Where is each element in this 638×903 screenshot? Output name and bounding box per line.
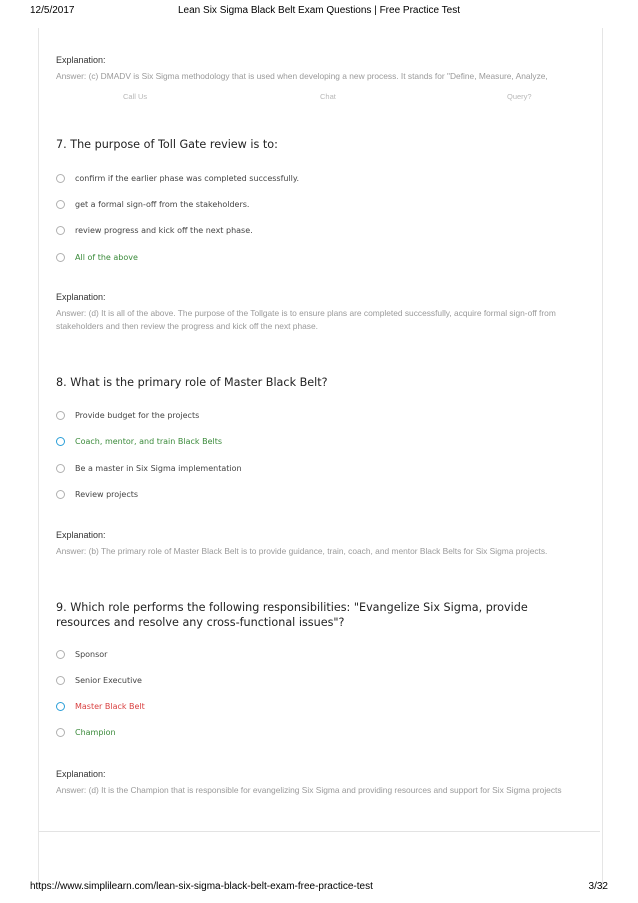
option-c[interactable]: [56, 699, 145, 713]
option-d[interactable]: [56, 725, 116, 739]
explanation-label: Explanation:: [56, 55, 106, 65]
radio-button-selected[interactable]: [56, 437, 65, 446]
call-us-link[interactable]: Call Us: [123, 92, 148, 101]
question-card-8: [39, 354, 600, 581]
option-label: Senior Executive: [75, 675, 142, 685]
option-label: get a formal sign-off from the stakeholders.: [75, 199, 250, 209]
radio-button[interactable]: [56, 676, 65, 685]
radio-button[interactable]: [56, 490, 65, 499]
option-label: Be a master in Six Sigma implementation: [75, 463, 242, 473]
explanation-label: Explanation:: [56, 769, 106, 779]
print-date: 12/5/2017: [30, 5, 75, 16]
radio-button[interactable]: [56, 650, 65, 659]
option-label: Coach, mentor, and train Black Belts: [75, 436, 223, 446]
question-text: 9. Which role performs the following responsibilities: "Evangelize Six Sigma, provide resources and resolve any cross-functional issues"?: [56, 601, 528, 629]
explanation-text: Answer: (b) The primary role of Master Black Belt is to provide guidance, train, coach, and mentor Black Belts for Six Sigma projects.: [56, 546, 548, 556]
page-number: 3/32: [588, 881, 608, 892]
question-text: 7. The purpose of Toll Gate review is to:: [56, 138, 278, 151]
option-label: Champion: [75, 727, 116, 737]
option-a[interactable]: [56, 408, 199, 422]
option-label: Provide budget for the projects: [75, 410, 200, 420]
chat-link[interactable]: Chat: [320, 92, 336, 101]
explanation-text: Answer: (d) It is the Champion that is responsible for evangelizing Six Sigma and providing resources and support for Six Sigma projects: [56, 785, 562, 795]
explanation-label: Explanation:: [56, 292, 106, 302]
option-label: review progress and kick off the next phase.: [75, 225, 253, 235]
option-label: Master Black Belt: [75, 701, 145, 711]
option-b[interactable]: [56, 434, 222, 448]
option-label: All of the above: [75, 252, 138, 262]
option-c[interactable]: [56, 223, 253, 237]
option-a[interactable]: [56, 647, 107, 661]
previous-question-card: [39, 28, 600, 117]
question-card-9: [39, 580, 600, 832]
radio-button[interactable]: [56, 464, 65, 473]
radio-button[interactable]: [56, 253, 65, 262]
question-text: 8. What is the primary role of Master Black Belt?: [56, 376, 328, 389]
option-c[interactable]: [56, 461, 242, 475]
option-d[interactable]: [56, 250, 138, 264]
radio-button[interactable]: [56, 226, 65, 235]
option-a[interactable]: [56, 171, 299, 185]
option-d[interactable]: [56, 487, 138, 501]
question-card-7: [39, 116, 600, 355]
query-link[interactable]: Query?: [507, 92, 532, 101]
print-header: [0, 5, 638, 19]
print-title: Lean Six Sigma Black Belt Exam Questions | Free Practice Test: [178, 5, 460, 16]
radio-button-selected[interactable]: [56, 702, 65, 711]
option-b[interactable]: [56, 197, 249, 211]
radio-button[interactable]: [56, 728, 65, 737]
print-footer: [0, 881, 638, 895]
option-b[interactable]: [56, 673, 142, 687]
radio-button[interactable]: [56, 411, 65, 420]
explanation-text: Answer: (c) DMADV is Six Sigma methodology that is used when developing a new process. It stands for "Define, Measure, Analyze,: [56, 71, 548, 81]
option-label: confirm if the earlier phase was completed successfully.: [75, 173, 300, 183]
radio-button[interactable]: [56, 200, 65, 209]
explanation-label: Explanation:: [56, 530, 106, 540]
option-label: Review projects: [75, 489, 139, 499]
print-url: https://www.simplilearn.com/lean-six-sigma-black-belt-exam-free-practice-test: [30, 881, 373, 892]
option-label: Sponsor: [75, 649, 108, 659]
radio-button[interactable]: [56, 174, 65, 183]
explanation-text: Answer: (d) It is all of the above. The purpose of the Tollgate is to ensure plans are completed successfully, acquire formal sign-off from stakeholders and then review the progress and kick off the next phase.: [56, 308, 556, 331]
